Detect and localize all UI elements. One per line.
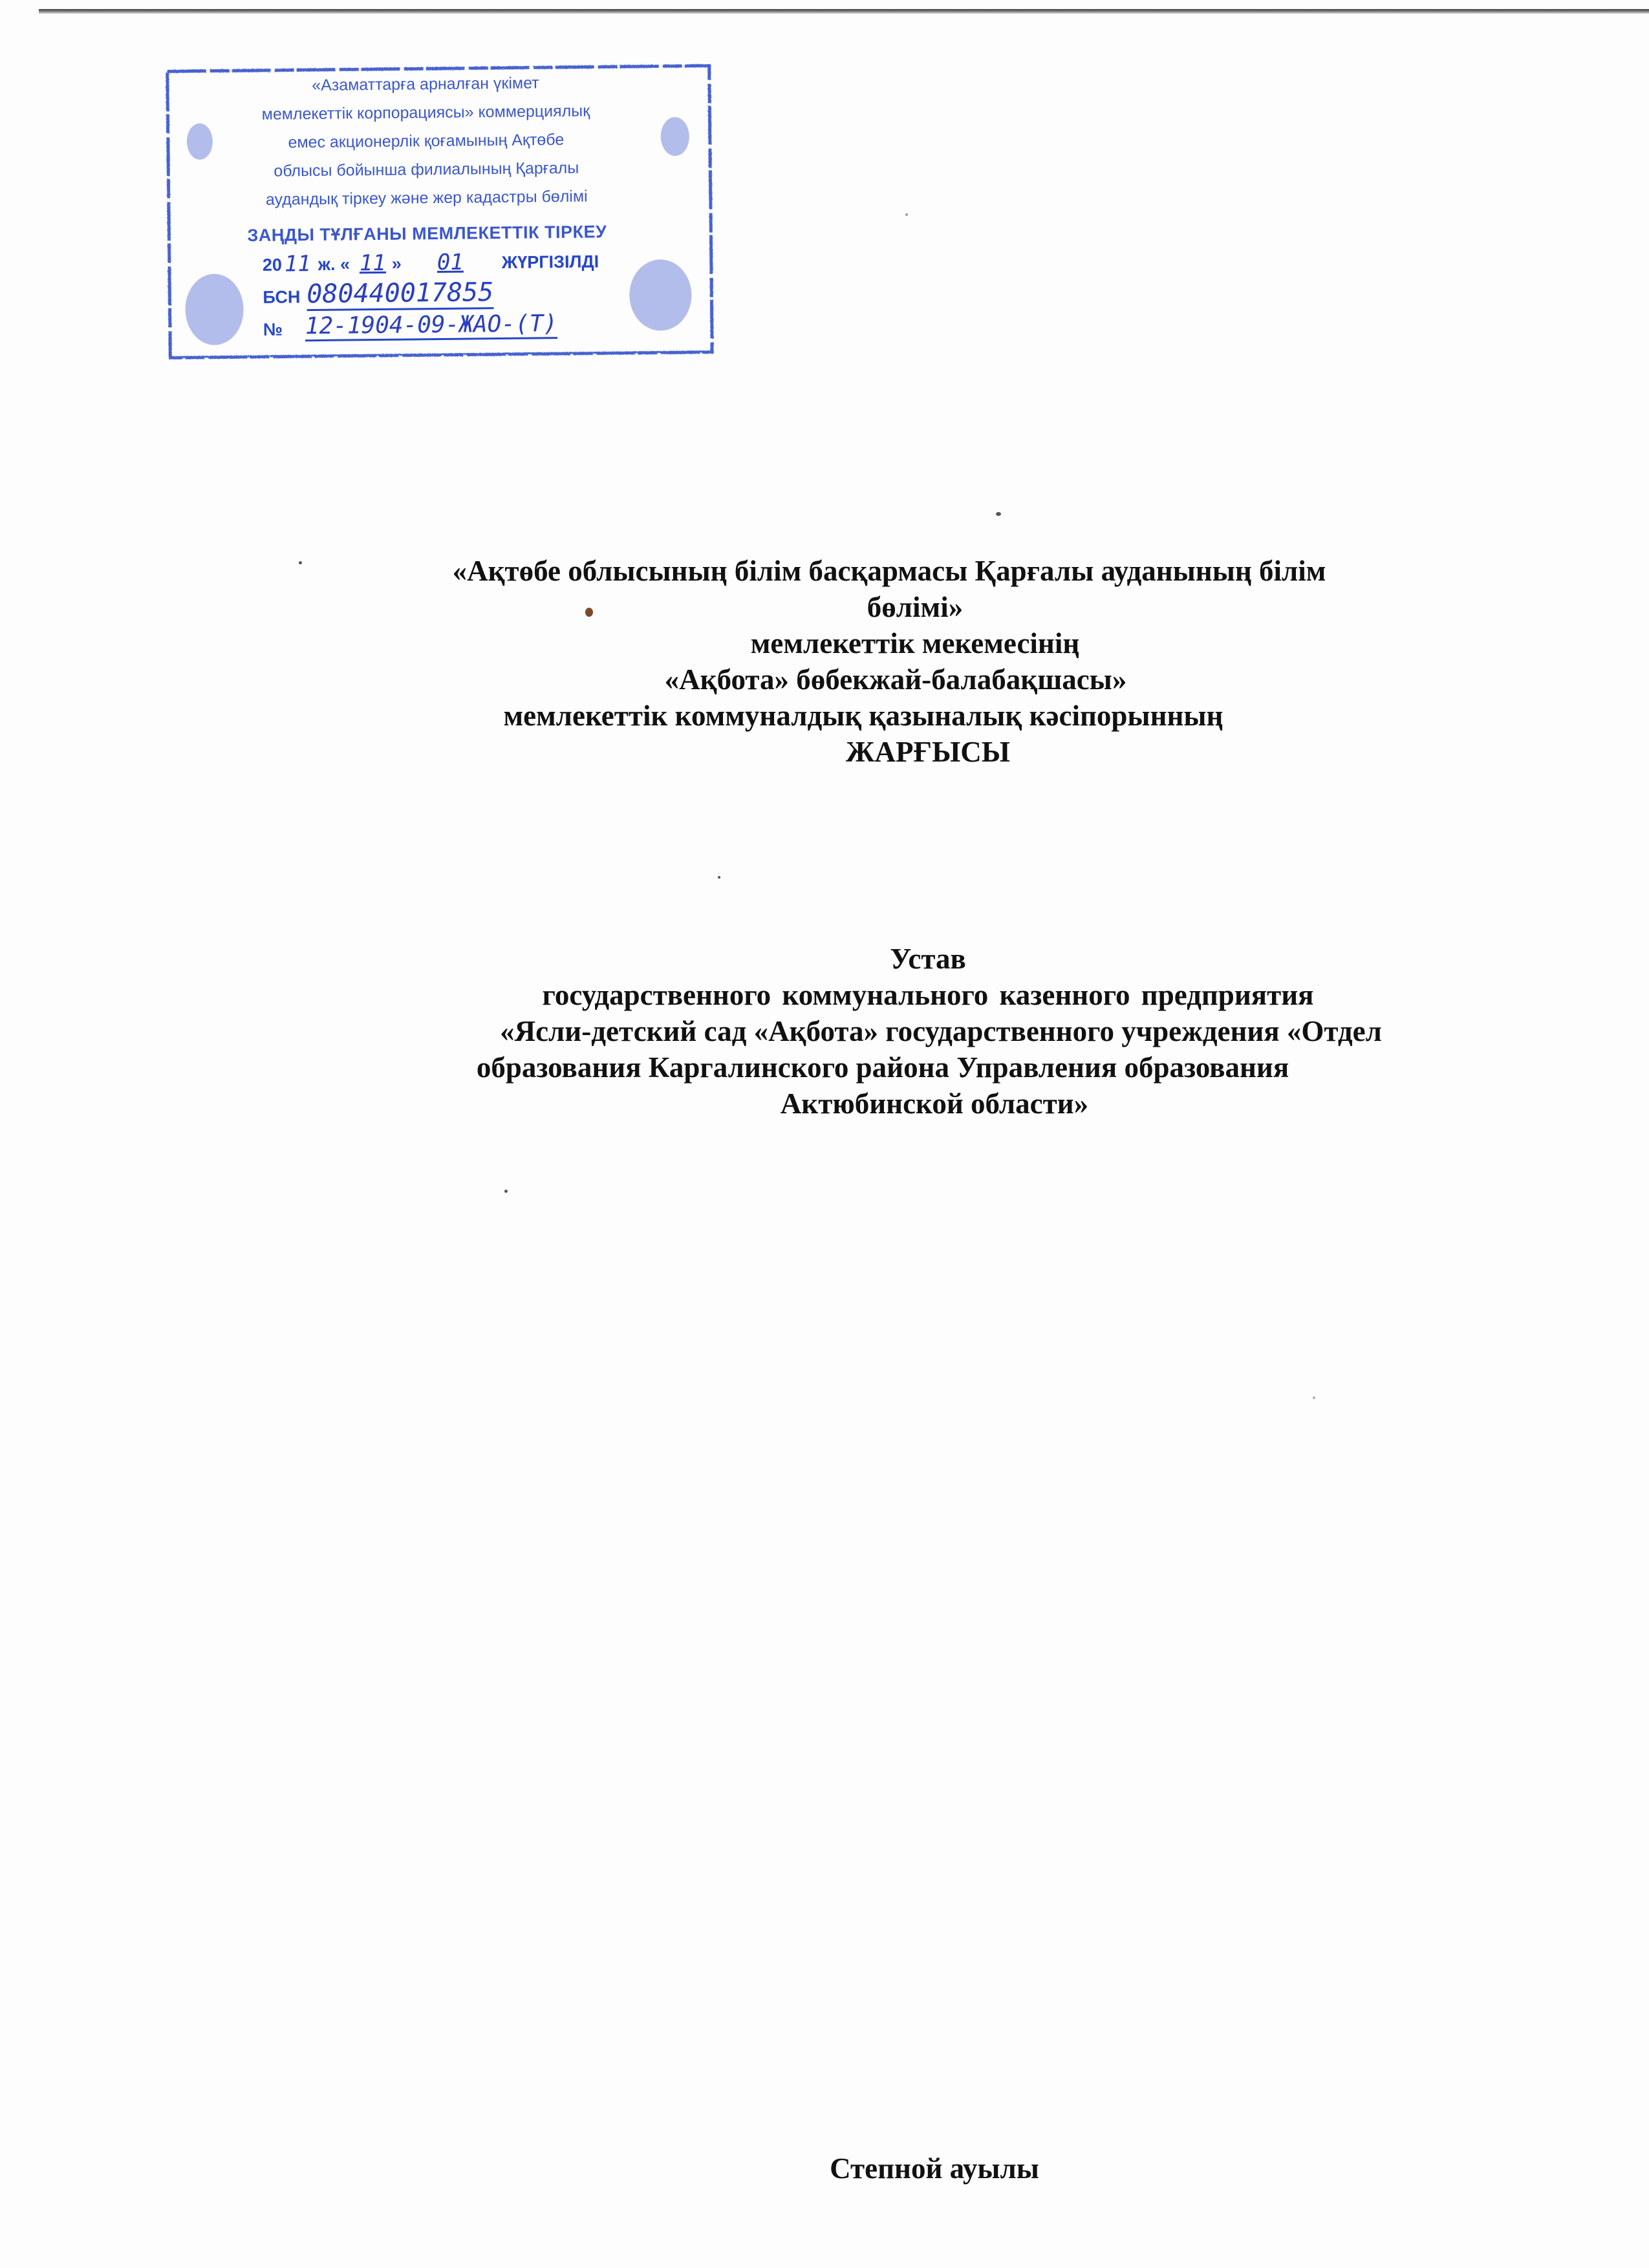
kazakh-title-line-3: мемлекеттік мекемесінің [750,627,1080,659]
scan-speck [1313,1396,1315,1399]
stamp-date-mid: » [391,253,402,273]
scan-top-edge [39,9,1649,14]
scan-speck [504,1190,508,1193]
scan-speck [996,512,1001,516]
scan-speck [905,213,908,216]
russian-title-line-3: «Ясли-детский сад «Ақбота» государственного учреждения «Отдел [500,1015,1382,1047]
kazakh-title-line-4: «Ақбота» бөбекжай-балабақшасы» [664,663,1127,696]
place-name: Степной ауылы [830,2152,1039,2185]
stamp-date-month: 01 [436,249,464,276]
stamp-date-day: 11 [359,250,386,277]
stamp-line-2: мемлекеттік корпорациясы» коммерциялық [261,102,590,123]
scan-speck [299,561,302,564]
registration-stamp [164,62,717,362]
stamp-number-value: 12-1904-09-ЖАО-(Т) [305,310,558,341]
russian-title [0,941,1649,1122]
russian-title-line-4: образования Каргалинского района Управления образования [476,1051,1289,1084]
kazakh-title-heading: ЖАРҒЫСЫ [846,736,1010,768]
stamp-number-label: № [263,319,283,339]
scan-speck [585,608,593,617]
stamp-line-4: облысы бойынша филиалының Қарғалы [274,158,579,180]
stamp-line-5: аудандық тіркеу және жер кадастры бөлімі [265,187,588,209]
kazakh-title [0,553,1649,770]
stamp-line-3: емес акционерлік қоғамының Ақтөбе [288,130,565,152]
stamp-date-prefix: 20 [262,255,283,275]
scan-speck [718,876,720,879]
russian-title-line-2: государственного коммунального казенного предприятия [542,979,1314,1011]
stamp-bin-value: 080440017855 [307,277,493,311]
russian-title-line-5: Актюбинской области» [780,1087,1089,1120]
stamp-registration-heading: ЗАҢДЫ ТҰЛҒАНЫ МЕМЛЕКЕТТІК ТІРКЕУ [247,222,607,246]
stamp-bin-label: БСН [263,287,301,307]
stamp-date-year-suffix: ж. « [318,254,350,274]
stamp-date-year: 11 [284,251,311,277]
stamp-line-1: «Азаматтарға арналған үкімет [312,74,539,95]
kazakh-title-line-1: «Ақтөбе облысының білім басқармасы Қарғалы ауданының білім [452,555,1326,587]
russian-title-heading: Устав [890,943,966,975]
kazakh-title-line-5: мемлекеттік коммуналдық қазыналық кәсіпорынның [503,700,1223,732]
kazakh-title-line-2: бөлімі» [867,591,964,623]
stamp-date-suffix: ЖҮРГІЗІЛДІ [501,251,599,272]
